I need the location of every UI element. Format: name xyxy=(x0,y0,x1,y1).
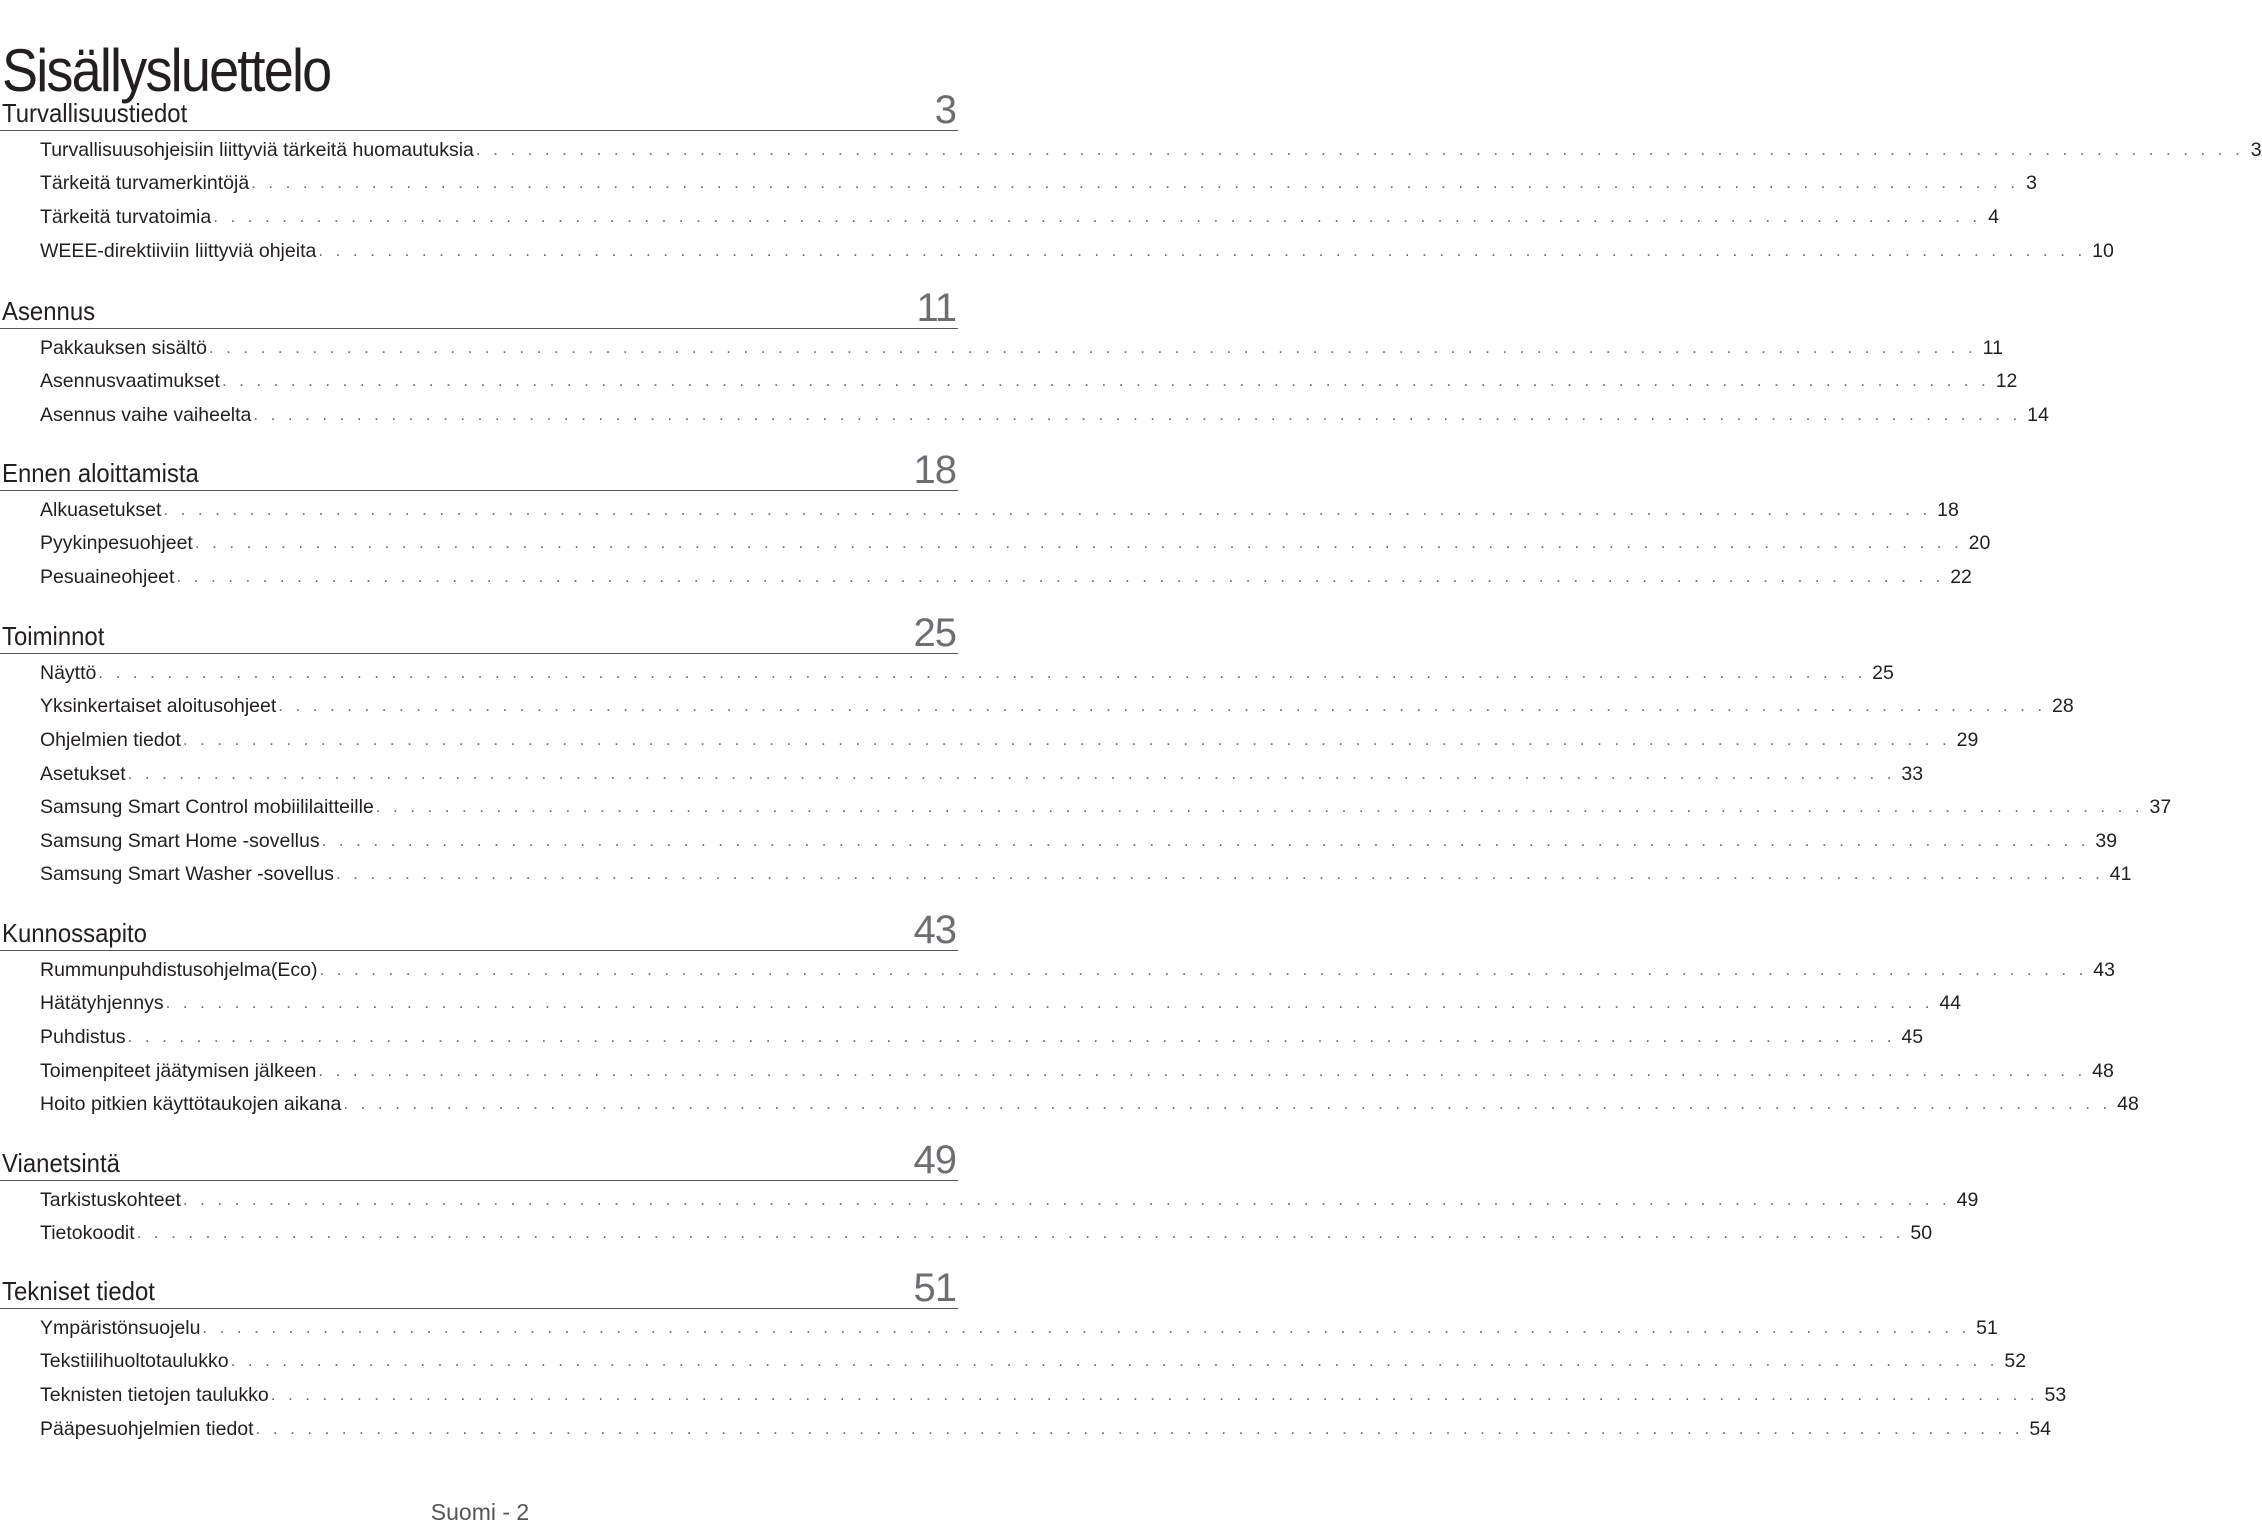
toc-entry-label: Samsung Smart Home -sovellus xyxy=(40,829,320,852)
toc-entry-label: WEEE-direktiiviin liittyviä ohjeita xyxy=(40,239,317,262)
toc-entry-label: Tietokoodit xyxy=(40,1222,135,1245)
toc-section xyxy=(0,282,2049,432)
section-page-number: 51 xyxy=(913,1266,956,1310)
section-heading[interactable] xyxy=(0,1134,958,1181)
dot-leader: . . . . . . . . . . . . . . . . . . . . . . . . . . . . . . . . . . . . . . . . . . . . . . . . . . . . . . . . . . . . . . . . . . . . . . . . . . . . . . . . . . . . . . . . . . . . . . . . . . . . . . . xyxy=(318,1060,2087,1080)
section-heading[interactable] xyxy=(0,904,958,951)
toc-section xyxy=(0,1134,1979,1250)
toc-entry-page: 12 xyxy=(1995,370,2018,393)
toc-entry-label: Puhdistus xyxy=(40,1025,126,1048)
dot-leader: . . . . . . . . . . . . . . . . . . . . . . . . . . . . . . . . . . . . . . . . . . . . . . . . . . . . . . . . . . . . . . . . . . . . . . . . . . . . . . . . . . . . . . . . . . . . . . . . . . . . . . . xyxy=(230,1351,1999,1371)
toc-entry-label: Tarkistuskohteet xyxy=(40,1188,181,1211)
toc-entry-list xyxy=(0,1311,2067,1445)
toc-entry-label: Näyttö xyxy=(40,661,97,684)
dot-leader: . . . . . . . . . . . . . . . . . . . . . . . . . . . . . . . . . . . . . . . . . . . . . . . . . . . . . . . . . . . . . . . . . . . . . . . . . . . . . . . . . . . . . . . . . . . . . . . . . . . . . . . xyxy=(343,1094,2112,1114)
section-page-number: 3 xyxy=(934,88,956,132)
toc-entry[interactable] xyxy=(0,987,1962,1021)
toc-entry[interactable] xyxy=(0,560,1972,594)
toc-entry-page: 25 xyxy=(1872,661,1894,684)
toc-entry[interactable] xyxy=(0,656,1894,690)
toc-entry[interactable] xyxy=(0,331,2003,365)
toc-entry-page: 28 xyxy=(2052,695,2074,718)
toc-entry[interactable] xyxy=(0,1020,1924,1054)
section-title: Kunnossapito xyxy=(2,918,147,948)
toc-entry-list xyxy=(0,331,2049,432)
toc-entry[interactable] xyxy=(0,790,2172,824)
dot-leader: . . . . . . . . . . . . . . . . . . . . . . . . . . . . . . . . . . . . . . . . . . . . . . . . . . . . . . . . . . . . . . . . . . . . . . . . . . . . . . . . . . . . . . . . . . . . . . . . . . . . . . . xyxy=(202,1317,1971,1337)
toc-entry[interactable] xyxy=(0,953,2115,987)
toc-entry-page: 48 xyxy=(2117,1093,2139,1116)
toc-entry-page: 54 xyxy=(2029,1417,2052,1440)
section-title: Tekniset tiedot xyxy=(2,1276,155,1306)
dot-leader: . . . . . . . . . . . . . . . . . . . . . . . . . . . . . . . . . . . . . . . . . . . . . . . . . . . . . . . . . . . . . . . . . . . . . . . . . . . . . . . . . . . . . . . . . . . . . . . . . . . . . . . xyxy=(165,993,1934,1013)
toc-entry[interactable] xyxy=(0,133,2262,167)
toc-entry[interactable] xyxy=(0,200,1999,234)
dot-leader: . . . . . . . . . . . . . . . . . . . . . . . . . . . . . . . . . . . . . . . . . . . . . . . . . . . . . . . . . . . . . . . . . . . . . . . . . . . . . . . . . . . . . . . . . . . . . . . . . . . . . . . xyxy=(163,499,1932,519)
toc-entry[interactable] xyxy=(0,1412,2052,1446)
toc-entry[interactable] xyxy=(0,167,2037,201)
toc-entry-label: Hoito pitkien käyttötaukojen aikana xyxy=(40,1093,342,1116)
toc-entry-label: Samsung Smart Control mobiililaitteille xyxy=(40,796,374,819)
page-footer: Suomi - 2 xyxy=(430,1499,530,1525)
section-title: Vianetsintä xyxy=(2,1148,120,1178)
dot-leader: . . . . . . . . . . . . . . . . . . . . . . . . . . . . . . . . . . . . . . . . . . . . . . . . . . . . . . . . . . . . . . . . . . . . . . . . . . . . . . . . . . . . . . . . . . . . . . . . . . . . . . . xyxy=(127,1026,1896,1046)
toc-entry[interactable] xyxy=(0,1217,1933,1251)
toc-entry-label: Pyykinpesuohjeet xyxy=(40,532,193,555)
section-page-number: 49 xyxy=(913,1138,956,1182)
toc-entry-page: 50 xyxy=(1910,1222,1933,1245)
toc-entry[interactable] xyxy=(0,723,1979,757)
toc-entry-page: 37 xyxy=(2149,796,2172,819)
toc-entry[interactable] xyxy=(0,1054,2114,1088)
toc-section xyxy=(0,444,1991,594)
toc-entry[interactable] xyxy=(0,858,2132,892)
toc-entry[interactable] xyxy=(0,1311,1998,1345)
dot-leader: . . . . . . . . . . . . . . . . . . . . . . . . . . . . . . . . . . . . . . . . . . . . . . . . . . . . . . . . . . . . . . . . . . . . . . . . . . . . . . . . . . . . . . . . . . . . . . . . . . . . . . . xyxy=(318,240,2087,260)
toc-entry-page: 41 xyxy=(2109,863,2132,886)
dot-leader: . . . . . . . . . . . . . . . . . . . . . . . . . . . . . . . . . . . . . . . . . . . . . . . . . . . . . . . . . . . . . . . . . . . . . . . . . . . . . . . . . . . . . . . . . . . . . . . . . . . . . . . xyxy=(176,566,1945,586)
section-title: Toiminnot xyxy=(2,621,105,651)
toc-entry[interactable] xyxy=(0,1183,1979,1217)
dot-leader: . . . . . . . . . . . . . . . . . . . . . . . . . . . . . . . . . . . . . . . . . . . . . . . . . . . . . . . . . . . . . . . . . . . . . . . . . . . . . . . . . . . . . . . . . . . . . . . . . . . . . . . xyxy=(321,830,2090,850)
toc-entry-label: Turvallisuusohjeisiin liittyviä tärkeitä huomautuksia xyxy=(40,138,474,161)
toc-entry-label: Tekstiilihuoltotaulukko xyxy=(40,1350,229,1373)
dot-leader: . . . . . . . . . . . . . . . . . . . . . . . . . . . . . . . . . . . . . . . . . . . . . . . . . . . . . . . . . . . . . . . . . . . . . . . . . . . . . . . . . . . . . . . . . . . . . . . . . . . . . . . xyxy=(251,173,2019,193)
section-heading[interactable] xyxy=(0,444,958,491)
toc-entry-page: 20 xyxy=(1968,532,1991,555)
toc-entry-page: 33 xyxy=(1901,762,1924,785)
dot-leader: . . . . . . . . . . . . . . . . . . . . . . . . . . . . . . . . . . . . . . . . . . . . . . . . . . . . . . . . . . . . . . . . . . . . . . . . . . . . . . . . . . . . . . . . . . . . . . . . . . . . . . . xyxy=(270,1384,2039,1404)
toc-entry-label: Rummunpuhdistusohjelma(Eco) xyxy=(40,958,318,981)
toc-entry-page: 39 xyxy=(2095,829,2118,852)
section-title: Asennus xyxy=(2,296,96,326)
toc-entry[interactable] xyxy=(0,824,2118,858)
toc-entry-label: Pääpesuohjelmien tiedot xyxy=(40,1417,254,1440)
section-heading[interactable] xyxy=(0,282,958,329)
toc-entry-list xyxy=(0,493,1991,594)
section-page-number: 43 xyxy=(913,908,956,952)
section-title: Turvallisuustiedot xyxy=(2,98,188,128)
toc-entry[interactable] xyxy=(0,690,2074,724)
dot-leader: . . . . . . . . . . . . . . . . . . . . . . . . . . . . . . . . . . . . . . . . . . . . . . . . . . . . . . . . . . . . . . . . . . . . . . . . . . . . . . . . . . . . . . . . . . . . . . . . . . . . . . . xyxy=(253,404,2022,424)
toc-entry[interactable] xyxy=(0,1087,2139,1121)
section-heading[interactable] xyxy=(0,607,958,654)
toc-entry-label: Asetukset xyxy=(40,762,126,785)
dot-leader: . . . . . . . . . . . . . . . . . . . . . . . . . . . . . . . . . . . . . . . . . . . . . . . . . . . . . . . . . . . . . . . . . . . . . . . . . . . . . . . . . . . . . . . . . . . . . . . . . . . . . . . xyxy=(194,533,1963,553)
dot-leader: . . . . . . . . . . . . . . . . . . . . . . . . . . . . . . . . . . . . . . . . . . . . . . . . . . . . . . . . . . . . . . . . . . . . . . . . . . . . . . . . . . . . . . . . . . . . . . . . . . . . . . . xyxy=(213,206,1981,226)
toc-entry[interactable] xyxy=(0,398,2049,432)
toc-entry-label: Hätätyhjennys xyxy=(40,992,164,1015)
page-title: Sisällysluettelo xyxy=(2,37,331,105)
toc-entry-page: 48 xyxy=(2092,1059,2114,1082)
dot-leader: . . . . . . . . . . . . . . . . . . . . . . . . . . . . . . . . . . . . . . . . . . . . . . . . . . . . . . . . . . . . . . . . . . . . . . . . . . . . . . . . . . . . . . . . . . . . . . . . . . . . . . . xyxy=(208,337,1977,357)
toc-entry-page: 53 xyxy=(2044,1383,2067,1406)
toc-entry[interactable] xyxy=(0,365,2018,399)
toc-entry-page: 49 xyxy=(1956,1188,1979,1211)
toc-entry-label: Tärkeitä turvatoimia xyxy=(40,205,212,228)
toc-section xyxy=(0,1262,2067,1445)
toc-entry-list xyxy=(0,656,2172,891)
toc-entry-label: Teknisten tietojen taulukko xyxy=(40,1383,269,1406)
toc-section xyxy=(0,84,2262,267)
dot-leader: . . . . . . . . . . . . . . . . . . . . . . . . . . . . . . . . . . . . . . . . . . . . . . . . . . . . . . . . . . . . . . . . . . . . . . . . . . . . . . . . . . . . . . . . . . . . . . . . . . . . . . . xyxy=(127,763,1896,783)
section-heading[interactable] xyxy=(0,1262,958,1309)
dot-leader: . . . . . . . . . . . . . . . . . . . . . . . . . . . . . . . . . . . . . . . . . . . . . . . . . . . . . . . . . . . . . . . . . . . . . . . . . . . . . . . . . . . . . . . . . . . . . . . . . . . . . . . xyxy=(182,1189,1951,1209)
toc-entry-list xyxy=(0,133,2262,267)
toc-entry-page: 4 xyxy=(1988,205,1999,228)
toc-entry-page: 14 xyxy=(2027,403,2049,426)
dot-leader: . . . . . . . . . . . . . . . . . . . . . . . . . . . . . . . . . . . . . . . . . . . . . . . . . . . . . . . . . . . . . . . . . . . . . . . . . . . . . . . . . . . . . . . . . . . . . . . . . . . . . . . xyxy=(375,797,2144,817)
toc-entry-page: 3 xyxy=(2250,138,2262,161)
toc-entry-label: Toimenpiteet jäätymisen jälkeen xyxy=(40,1059,317,1082)
toc-entry[interactable] xyxy=(0,527,1991,561)
toc-entry[interactable] xyxy=(0,1345,2027,1379)
toc-entry-label: Pakkauksen sisältö xyxy=(40,336,207,359)
toc-entry-page: 44 xyxy=(1939,992,1962,1015)
toc-entry-label: Asennusvaatimukset xyxy=(40,370,220,393)
dot-leader: . . . . . . . . . . . . . . . . . . . . . . . . . . . . . . . . . . . . . . . . . . . . . . . . . . . . . . . . . . . . . . . . . . . . . . . . . . . . . . . . . . . . . . . . . . . . . . . . . . . . . . . xyxy=(255,1418,2024,1438)
toc-entry-page: 18 xyxy=(1937,498,1959,521)
toc-entry-label: Asennus vaihe vaiheelta xyxy=(40,403,252,426)
dot-leader: . . . . . . . . . . . . . . . . . . . . . . . . . . . . . . . . . . . . . . . . . . . . . . . . . . . . . . . . . . . . . . . . . . . . . . . . . . . . . . . . . . . . . . . . . . . . . . . . . . . . . . . xyxy=(221,371,1990,391)
toc-entry-label: Alkuasetukset xyxy=(40,498,162,521)
toc-entry-page: 10 xyxy=(2092,239,2114,262)
toc-section xyxy=(0,904,2139,1121)
section-heading[interactable] xyxy=(0,84,958,131)
dot-leader: . . . . . . . . . . . . . . . . . . . . . . . . . . . . . . . . . . . . . . . . . . . . . . . . . . . . . . . . . . . . . . . . . . . . . . . . . . . . . . . . . . . . . . . . . . . . . . . . . . . . . . . xyxy=(336,864,2104,884)
toc-entry-list xyxy=(0,1183,1979,1250)
dot-leader: . . . . . . . . . . . . . . . . . . . . . . . . . . . . . . . . . . . . . . . . . . . . . . . . . . . . . . . . . . . . . . . . . . . . . . . . . . . . . . . . . . . . . . . . . . . . . . . . . . . . . . . xyxy=(319,959,2088,979)
dot-leader: . . . . . . . . . . . . . . . . . . . . . . . . . . . . . . . . . . . . . . . . . . . . . . . . . . . . . . . . . . . . . . . . . . . . . . . . . . . . . . . . . . . . . . . . . . . . . . . . . . . . . . . xyxy=(182,729,1951,749)
toc-entry[interactable] xyxy=(0,1378,2067,1412)
section-page-number: 25 xyxy=(913,611,956,655)
toc-entry-page: 52 xyxy=(2004,1350,2027,1373)
dot-leader: . . . . . . . . . . . . . . . . . . . . . . . . . . . . . . . . . . . . . . . . . . . . . . . . . . . . . . . . . . . . . . . . . . . . . . . . . . . . . . . . . . . . . . . . . . . . . . . . . . . . . . . xyxy=(98,662,1867,682)
section-page-number: 18 xyxy=(913,448,956,492)
dot-leader: . . . . . . . . . . . . . . . . . . . . . . . . . . . . . . . . . . . . . . . . . . . . . . . . . . . . . . . . . . . . . . . . . . . . . . . . . . . . . . . . . . . . . . . . . . . . . . . . . . . . . . . xyxy=(136,1223,1905,1243)
toc-entry[interactable] xyxy=(0,757,1924,791)
dot-leader: . . . . . . . . . . . . . . . . . . . . . . . . . . . . . . . . . . . . . . . . . . . . . . . . . . . . . . . . . . . . . . . . . . . . . . . . . . . . . . . . . . . . . . . . . . . . . . . . . . . . . . . xyxy=(278,696,2047,716)
toc-entry-page: 43 xyxy=(2093,958,2115,981)
section-title: Ennen aloittamista xyxy=(2,458,199,488)
toc-entry[interactable] xyxy=(0,234,2114,268)
toc-entry-label: Yksinkertaiset aloitusohjeet xyxy=(40,695,277,718)
toc-entry-page: 29 xyxy=(1956,728,1979,751)
toc-entry-label: Ohjelmien tiedot xyxy=(40,728,181,751)
toc-entry-page: 45 xyxy=(1901,1025,1924,1048)
toc-entry[interactable] xyxy=(0,493,1959,527)
toc-entry-page: 11 xyxy=(1982,336,2003,359)
toc-entry-page: 51 xyxy=(1976,1316,1998,1339)
toc-entry-list xyxy=(0,953,2139,1121)
toc-entry-label: Samsung Smart Washer -sovellus xyxy=(40,863,335,886)
toc-entry-page: 3 xyxy=(2026,172,2037,195)
toc-entry-label: Ympäristönsuojelu xyxy=(40,1316,201,1339)
dot-leader: . . . . . . . . . . . . . . . . . . . . . . . . . . . . . . . . . . . . . . . . . . . . . . . . . . . . . . . . . . . . . . . . . . . . . . . . . . . . . . . . . . . . . . . . . . . . . . . . . . . . . . . xyxy=(475,139,2244,159)
toc-entry-page: 22 xyxy=(1950,565,1972,588)
toc-entry-label: Pesuaineohjeet xyxy=(40,565,175,588)
toc-entry-label: Tärkeitä turvamerkintöjä xyxy=(40,172,250,195)
toc-section xyxy=(0,607,2172,891)
section-page-number: 11 xyxy=(916,286,956,330)
